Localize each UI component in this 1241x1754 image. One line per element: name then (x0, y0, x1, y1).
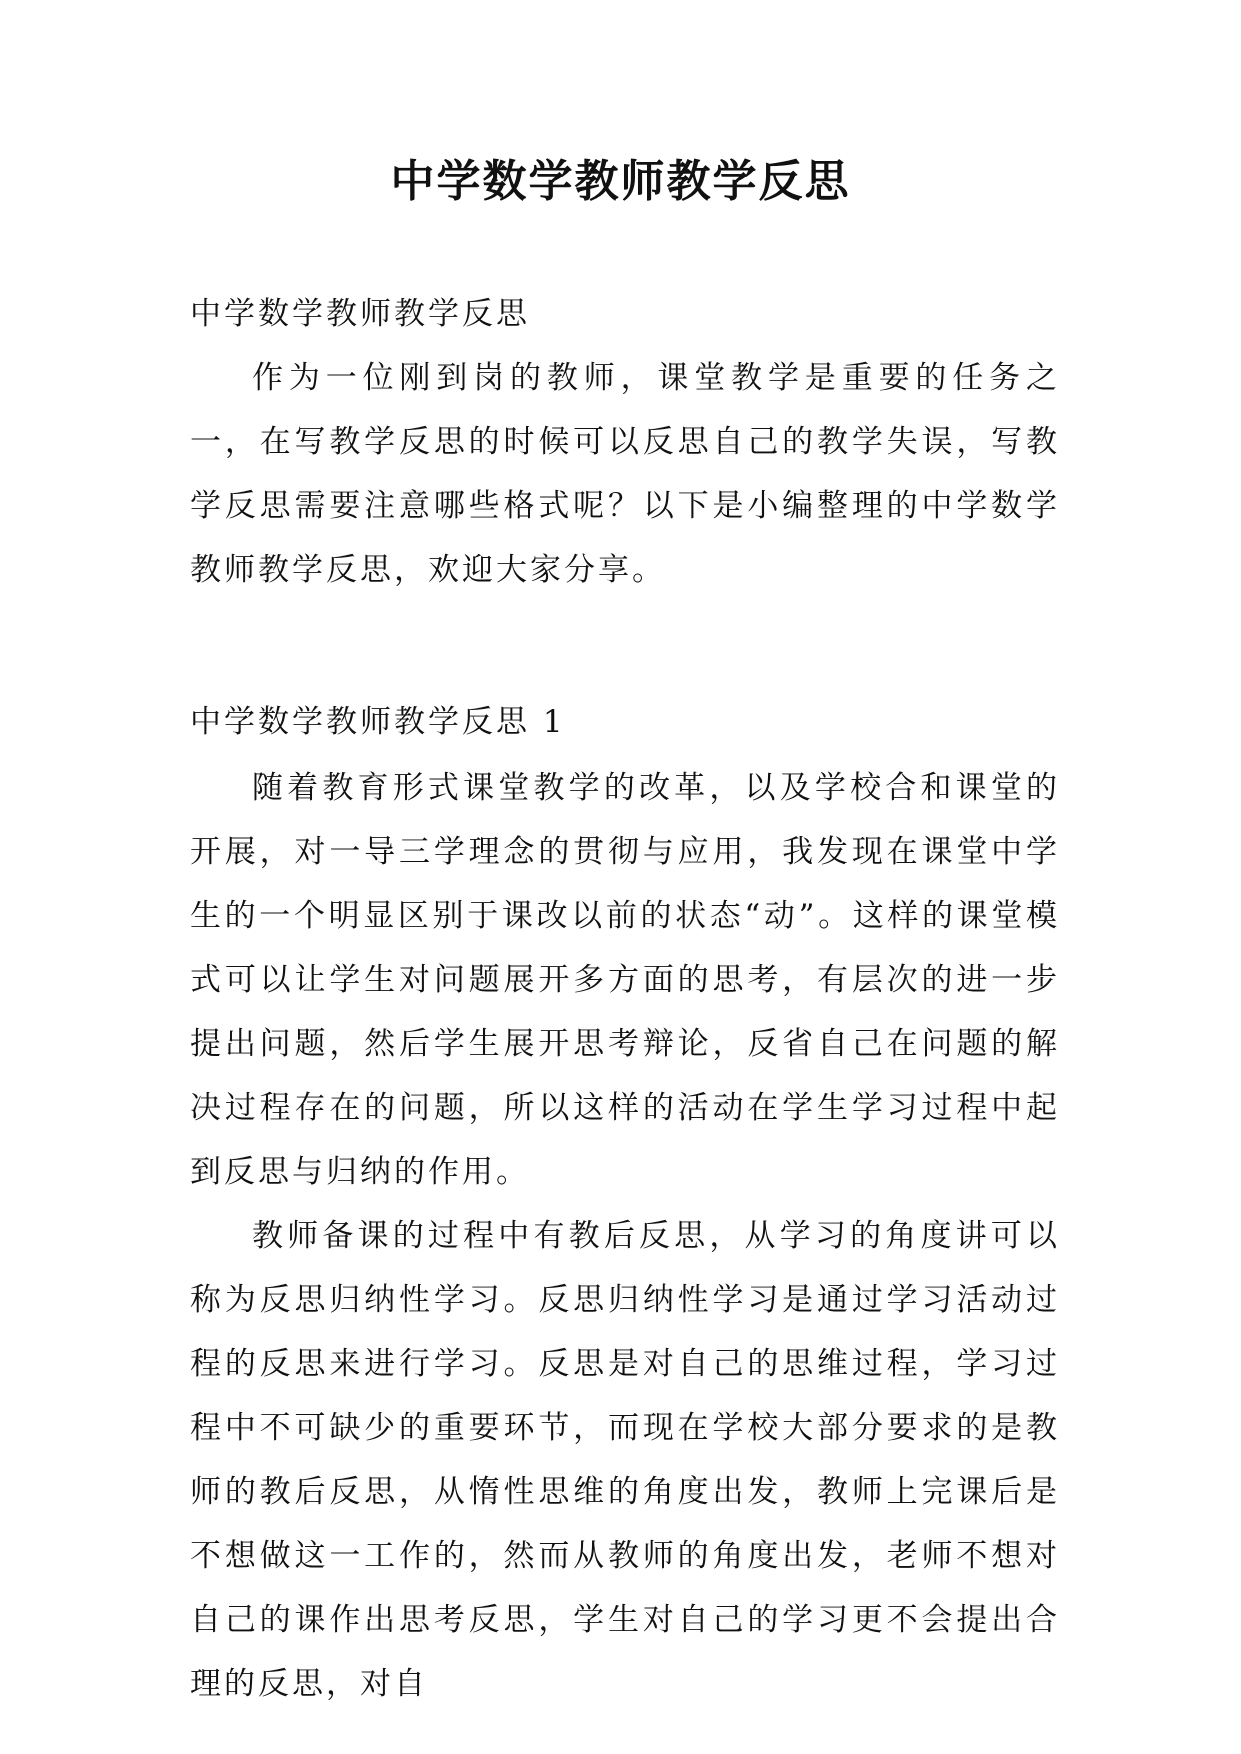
intro-section (190, 346, 1060, 602)
section-1-paragraph-2: 教师备课的过程中有教后反思，从学习的角度讲可以称为反思归纳性学习。反思归纳性学习是通过学习活动过程的反思来进行学习。反思是对自己的思维过程，学习过程中不可缺少的重要环节，而现在学校大部分要求的是教师的教后反思，从惰性思维的角度出发，教师上完课后是不想做这一工作的，然而从教师的角度出发，老师不想对自己的课作出思考反思，学生对自己的学习更不会提出合理的反思，对自 (190, 1218, 1060, 1702)
intro-paragraph: 作为一位刚到岗的教师，课堂教学是重要的任务之一，在写教学反思的时候可以反思自己的教学失误，写教学反思需要注意哪些格式呢？以下是小编整理的中学数学教师教学反思，欢迎大家分享。 (190, 360, 1060, 588)
section-1-paragraph-1: 随着教育形式课堂教学的改革，以及学校合和课堂的开展，对一导三学理念的贯彻与应用，我发现在课堂中学生的一个明显区别于课改以前的状态“动”。这样的课堂模式可以让学生对问题展开多方面的思考，有层次的进一步提出问题，然后学生展开思考辩论，反省自己在问题的解决过程存在的问题，所以这样的活动在学生学习过程中起到反思与归纳的作用。 (190, 770, 1060, 1190)
section-1-body (190, 756, 1060, 1716)
section-1-heading: 中学数学教师教学反思 1 (190, 704, 566, 740)
document-title: 中学数学教师教学反思 (390, 156, 851, 207)
intro-heading: 中学数学教师教学反思 (190, 296, 530, 332)
